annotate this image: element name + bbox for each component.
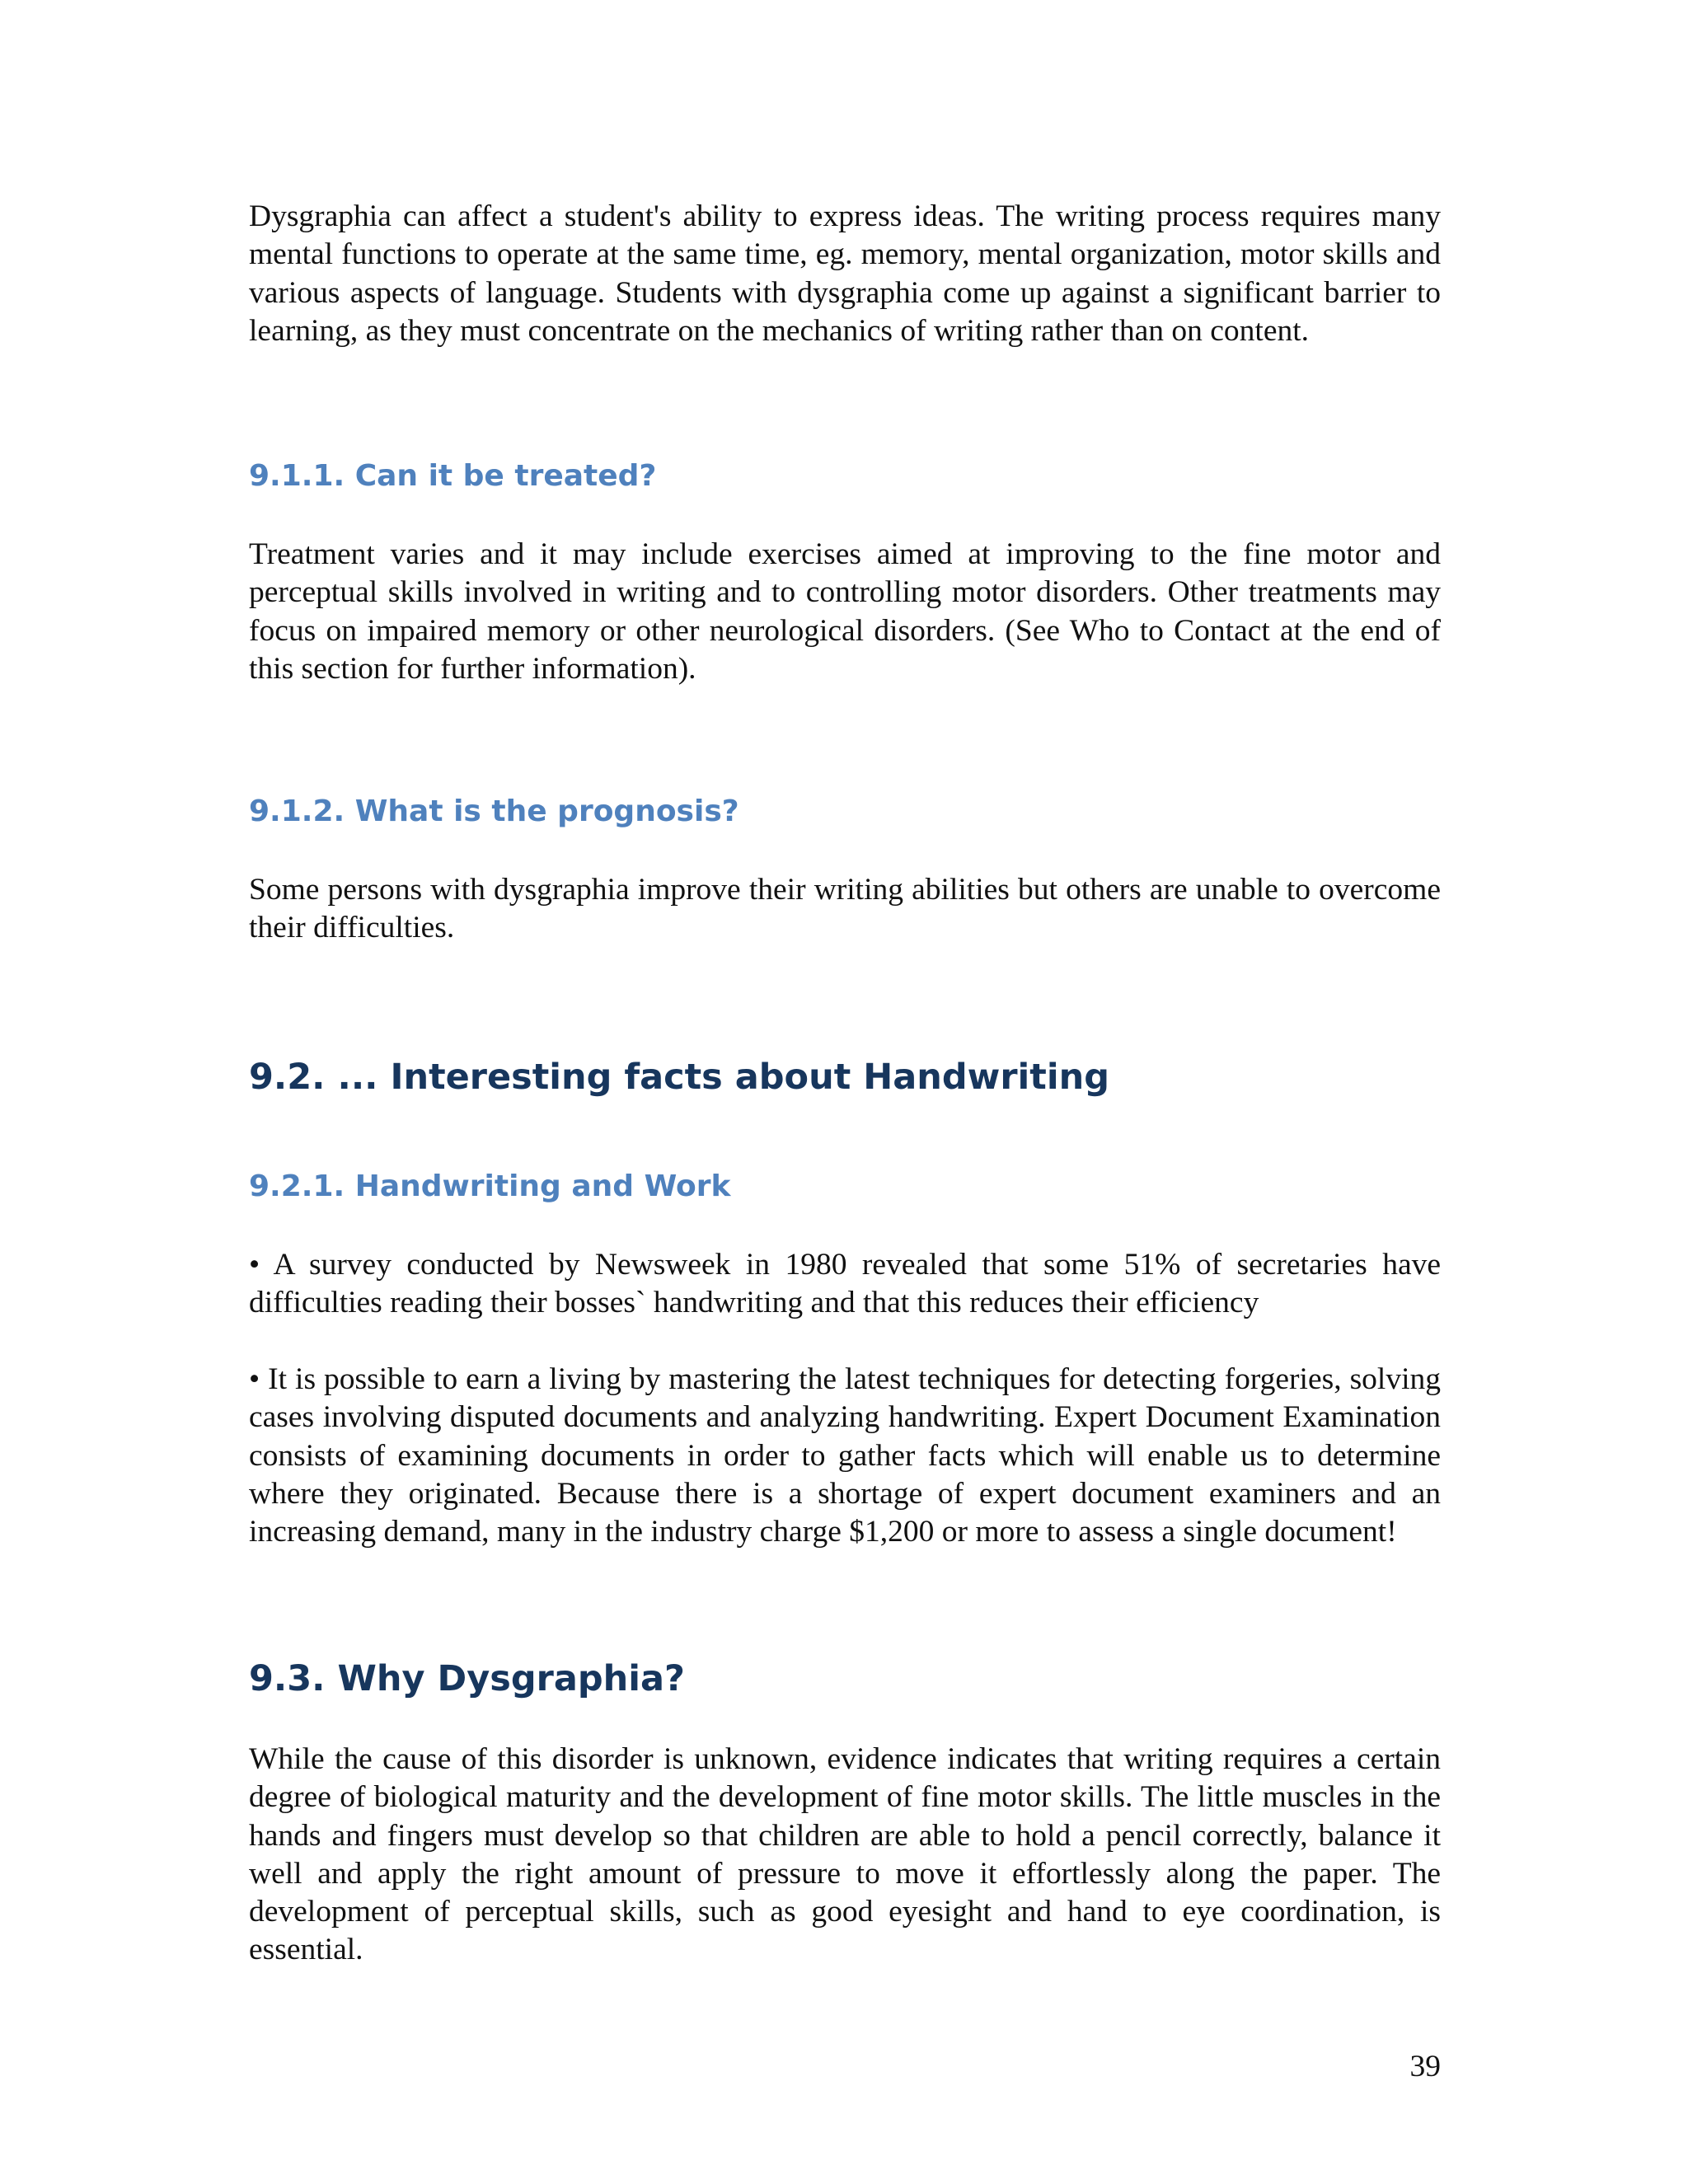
survey-bullet: • A survey conducted by Newsweek in 1980 revealed that some 51% of secretaries have difficulties reading their bosses` handwriting and that this reduces their efficiency	[249, 1248, 1441, 1320]
forgeries-bullet: • It is possible to earn a living by mastering the latest techniques for detecting forgeries, solving cases involving disputed documents and analyzing handwriting. Expert Document Examination consists of examining documents in order to gather facts which will enable us to determine where they originated. Because there is a shortage of expert document examiners and an increasing demand, many in the industry charge $1,200 or more to assess a single document!	[249, 1362, 1441, 1549]
heading-prognosis: 9.1.2. What is the prognosis?	[249, 794, 739, 828]
heading-can-it-be-treated: 9.1.1. Can it be treated?	[249, 459, 657, 493]
treatment-paragraph: Treatment varies and it may include exercises aimed at improving to the fine motor and perceptual skills involved in writing and to controlling motor disorders. Other treatments may focus on impaired memory or other neurological disorders. (See Who to Contact at the end of this section for further information).	[249, 537, 1441, 686]
heading-handwriting-and-work: 9.2.1. Handwriting and Work	[249, 1169, 731, 1203]
cause-paragraph: While the cause of this disorder is unknown, evidence indicates that writing requires a certain degree of biological maturity and the development of fine motor skills. The little muscles in the hands and fingers must develop so that children are able to hold a pencil correctly, balance it well and apply the right amount of pressure to move it effortlessly along the paper. The development of perceptual skills, such as good eyesight and hand to eye coordination, is essential.	[249, 1742, 1441, 1967]
prognosis-paragraph: Some persons with dysgraphia improve their writing abilities but others are unable to overcome their difficulties.	[249, 873, 1441, 945]
page-number: 39	[1409, 2050, 1441, 2083]
heading-interesting-facts: 9.2. ... Interesting facts about Handwriting	[249, 1057, 1109, 1098]
intro-paragraph: Dysgraphia can affect a student's ability to express ideas. The writing process requires many mental functions to operate at the same time, eg. memory, mental organization, motor skills and various aspects of language. Students with dysgraphia come up against a significant barrier to learning, as they must concentrate on the mechanics of writing rather than on content.	[249, 199, 1441, 348]
heading-why-dysgraphia: 9.3. Why Dysgraphia?	[249, 1658, 685, 1699]
